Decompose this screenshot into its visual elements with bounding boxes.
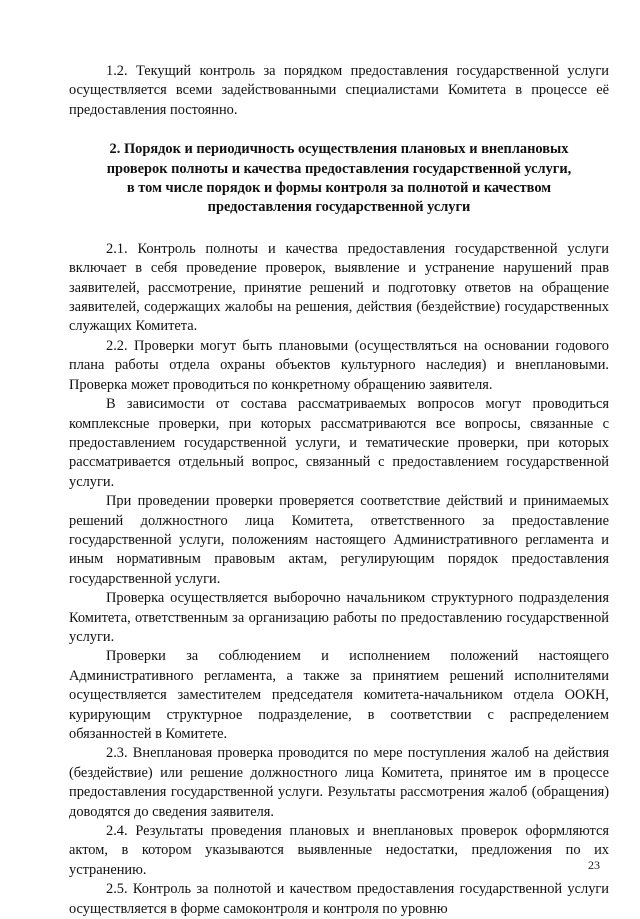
section-heading-line: в том числе порядок и формы контроля за полнотой и качеством [126,180,552,197]
paragraph-2-1: 2.1. Контроль полноты и качества предоставления государственной услуги включает в себя проведение проверок, выявление и устранение нарушений прав заявителей, рассмотрение, принятие решений и подготовку ответов на обращение заявителей, содержащих жалобы на решения, действия (бездействие) государственных служащих Комитета. [69,240,609,335]
section-heading-line: 2. Порядок и периодичность осуществления плановых и внеплановых [109,141,569,158]
paragraph-check-scope: При проведении проверки проверяется соответствие действий и принимаемых решений должностного лица Комитета, ответственного за предоставление государственной услуги, положениям настоящего Административного регламента и иным нормативным правовым актам, регулирующим порядок предоставления государственной услуги. [69,493,609,587]
section-heading [69,140,609,218]
section-heading-line: проверок полноты и качества предоставления государственной услуги, [106,160,572,177]
paragraph-2-3: 2.3. Внеплановая проверка проводится по мере поступления жалоб на действия (бездействие) или решение должностного лица Комитета, принятое им в процессе предоставления государственной услуги. Результаты рассмотрения жалоб (обращения) доводятся до сведения заявителя. [69,745,609,820]
section-heading-line: предоставления государственной услуги [207,199,471,216]
paragraph-2-2: 2.2. Проверки могут быть плановыми (осуществляться на основании годового плана работы отдела охраны объектов культурного наследия) и внеплановыми. Проверка может проводиться по конкретному обращению заявителя. [69,337,609,393]
paragraph-check-types: В зависимости от состава рассматриваемых вопросов могут проводиться комплексные проверки, при которых рассматриваются все вопросы, связанные с предоставлением государственной услуги, и тематические проверки, при которых рассматривается отдельный вопрос, связанный с предоставлением государственной услуги. [69,396,609,490]
paragraph-2-4: 2.4. Результаты проведения плановых и внеплановых проверок оформляются актом, в котором указываются выявленные недостатки, предложения по их устранению. [69,823,609,878]
paragraph-check-oversight: Проверки за соблюдением и исполнением положений настоящего Административного регламента, а также за принятием решений исполнителями осуществляется заместителем председателя комитета-начальником отдела ООКН, курирующим структурное подразделение, в соответствии с распределением обязанностей в Комитете. [69,648,609,742]
document-body [69,62,609,919]
page-number: 23 [588,858,600,872]
intro-paragraph: 1.2. Текущий контроль за порядком предоставления государственной услуги осуществляется всеми задействованными специалистами Комитета в процессе её предоставления постоянно. [69,63,609,118]
paragraph-check-performer: Проверка осуществляется выборочно начальником структурного подразделения Комитета, ответственным за организацию работы по предоставлению государственной услуги. [69,590,609,645]
paragraph-2-5: 2.5. Контроль за полнотой и качеством предоставления государственной услуги осуществляется в форме самоконтроля и контроля по уровню [69,881,609,917]
